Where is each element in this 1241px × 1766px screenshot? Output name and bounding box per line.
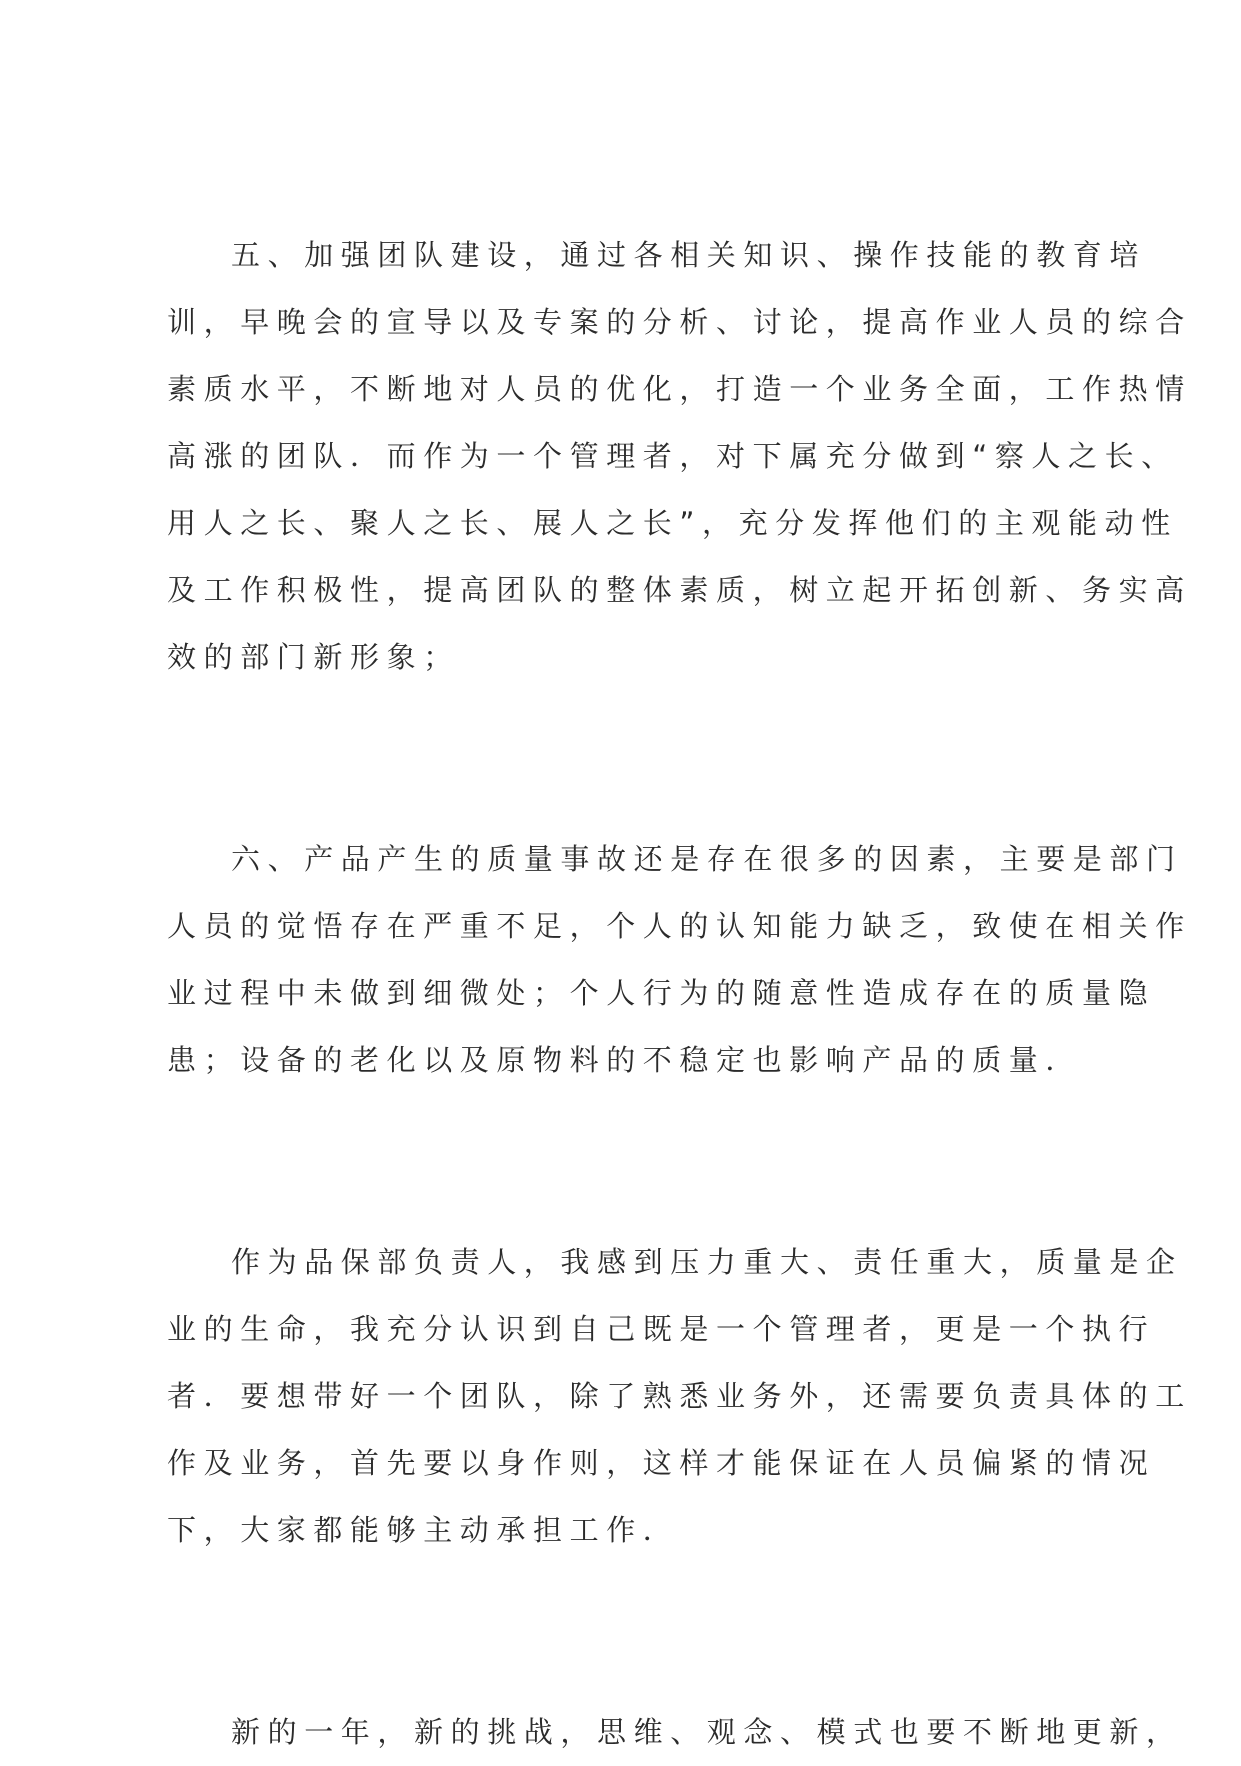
text-line: 作为品保部负责人，我感到压力重大、责任重大，质量是企 [231, 1245, 1183, 1279]
text-line: 作及业务，首先要以身作则，这样才能保证在人员偏紧的情况 [167, 1446, 1156, 1480]
text-line: 素质水平，不断地对人员的优化，打造一个业务全面，工作热情 [167, 372, 1192, 406]
text-line: 效的部门新形象； [167, 640, 460, 674]
text-line: 业过程中未做到细微处；个人行为的随意性造成存在的质量隐 [167, 976, 1156, 1010]
document-body [167, 222, 1192, 1766]
paragraph-spacer [167, 1564, 1097, 1699]
text-line: 者．要想带好一个团队，除了熟悉业务外，还需要负责具体的工 [167, 1379, 1192, 1413]
paragraph-quality-issues [167, 826, 1192, 1094]
text-line: 训，早晚会的宣导以及专案的分析、讨论，提高作业人员的综合 [167, 305, 1192, 339]
paragraph-team-building [167, 222, 1192, 691]
text-line: 新的一年，新的挑战，思维、观念、模式也要不断地更新， [231, 1715, 1183, 1749]
text-line: 下，大家都能够主动承担工作． [167, 1513, 680, 1547]
text-line: 患；设备的老化以及原物料的不稳定也影响产品的质量． [167, 1043, 1083, 1077]
text-line: 用人之长、聚人之长、展人之长”，充分发挥他们的主观能动性 [167, 506, 1178, 540]
paragraph-spacer [167, 1094, 1097, 1229]
text-line: 高涨的团队．而作为一个管理者，对下属充分做到“察人之长、 [167, 439, 1178, 473]
paragraph-responsibility [167, 1229, 1192, 1564]
text-line: 五、加强团队建设，通过各相关知识、操作技能的教育培 [231, 238, 1147, 272]
text-line: 业的生命，我充分认识到自己既是一个管理者，更是一个执行 [167, 1312, 1156, 1346]
text-line: 及工作积极性，提高团队的整体素质，树立起开拓创新、务实高 [167, 573, 1192, 607]
paragraph-new-year [167, 1699, 1183, 1766]
paragraph-spacer [167, 691, 1097, 826]
text-line: 人员的觉悟存在严重不足，个人的认知能力缺乏，致使在相关作 [167, 909, 1192, 943]
text-line: 六、产品产生的质量事故还是存在很多的因素，主要是部门 [231, 842, 1183, 876]
